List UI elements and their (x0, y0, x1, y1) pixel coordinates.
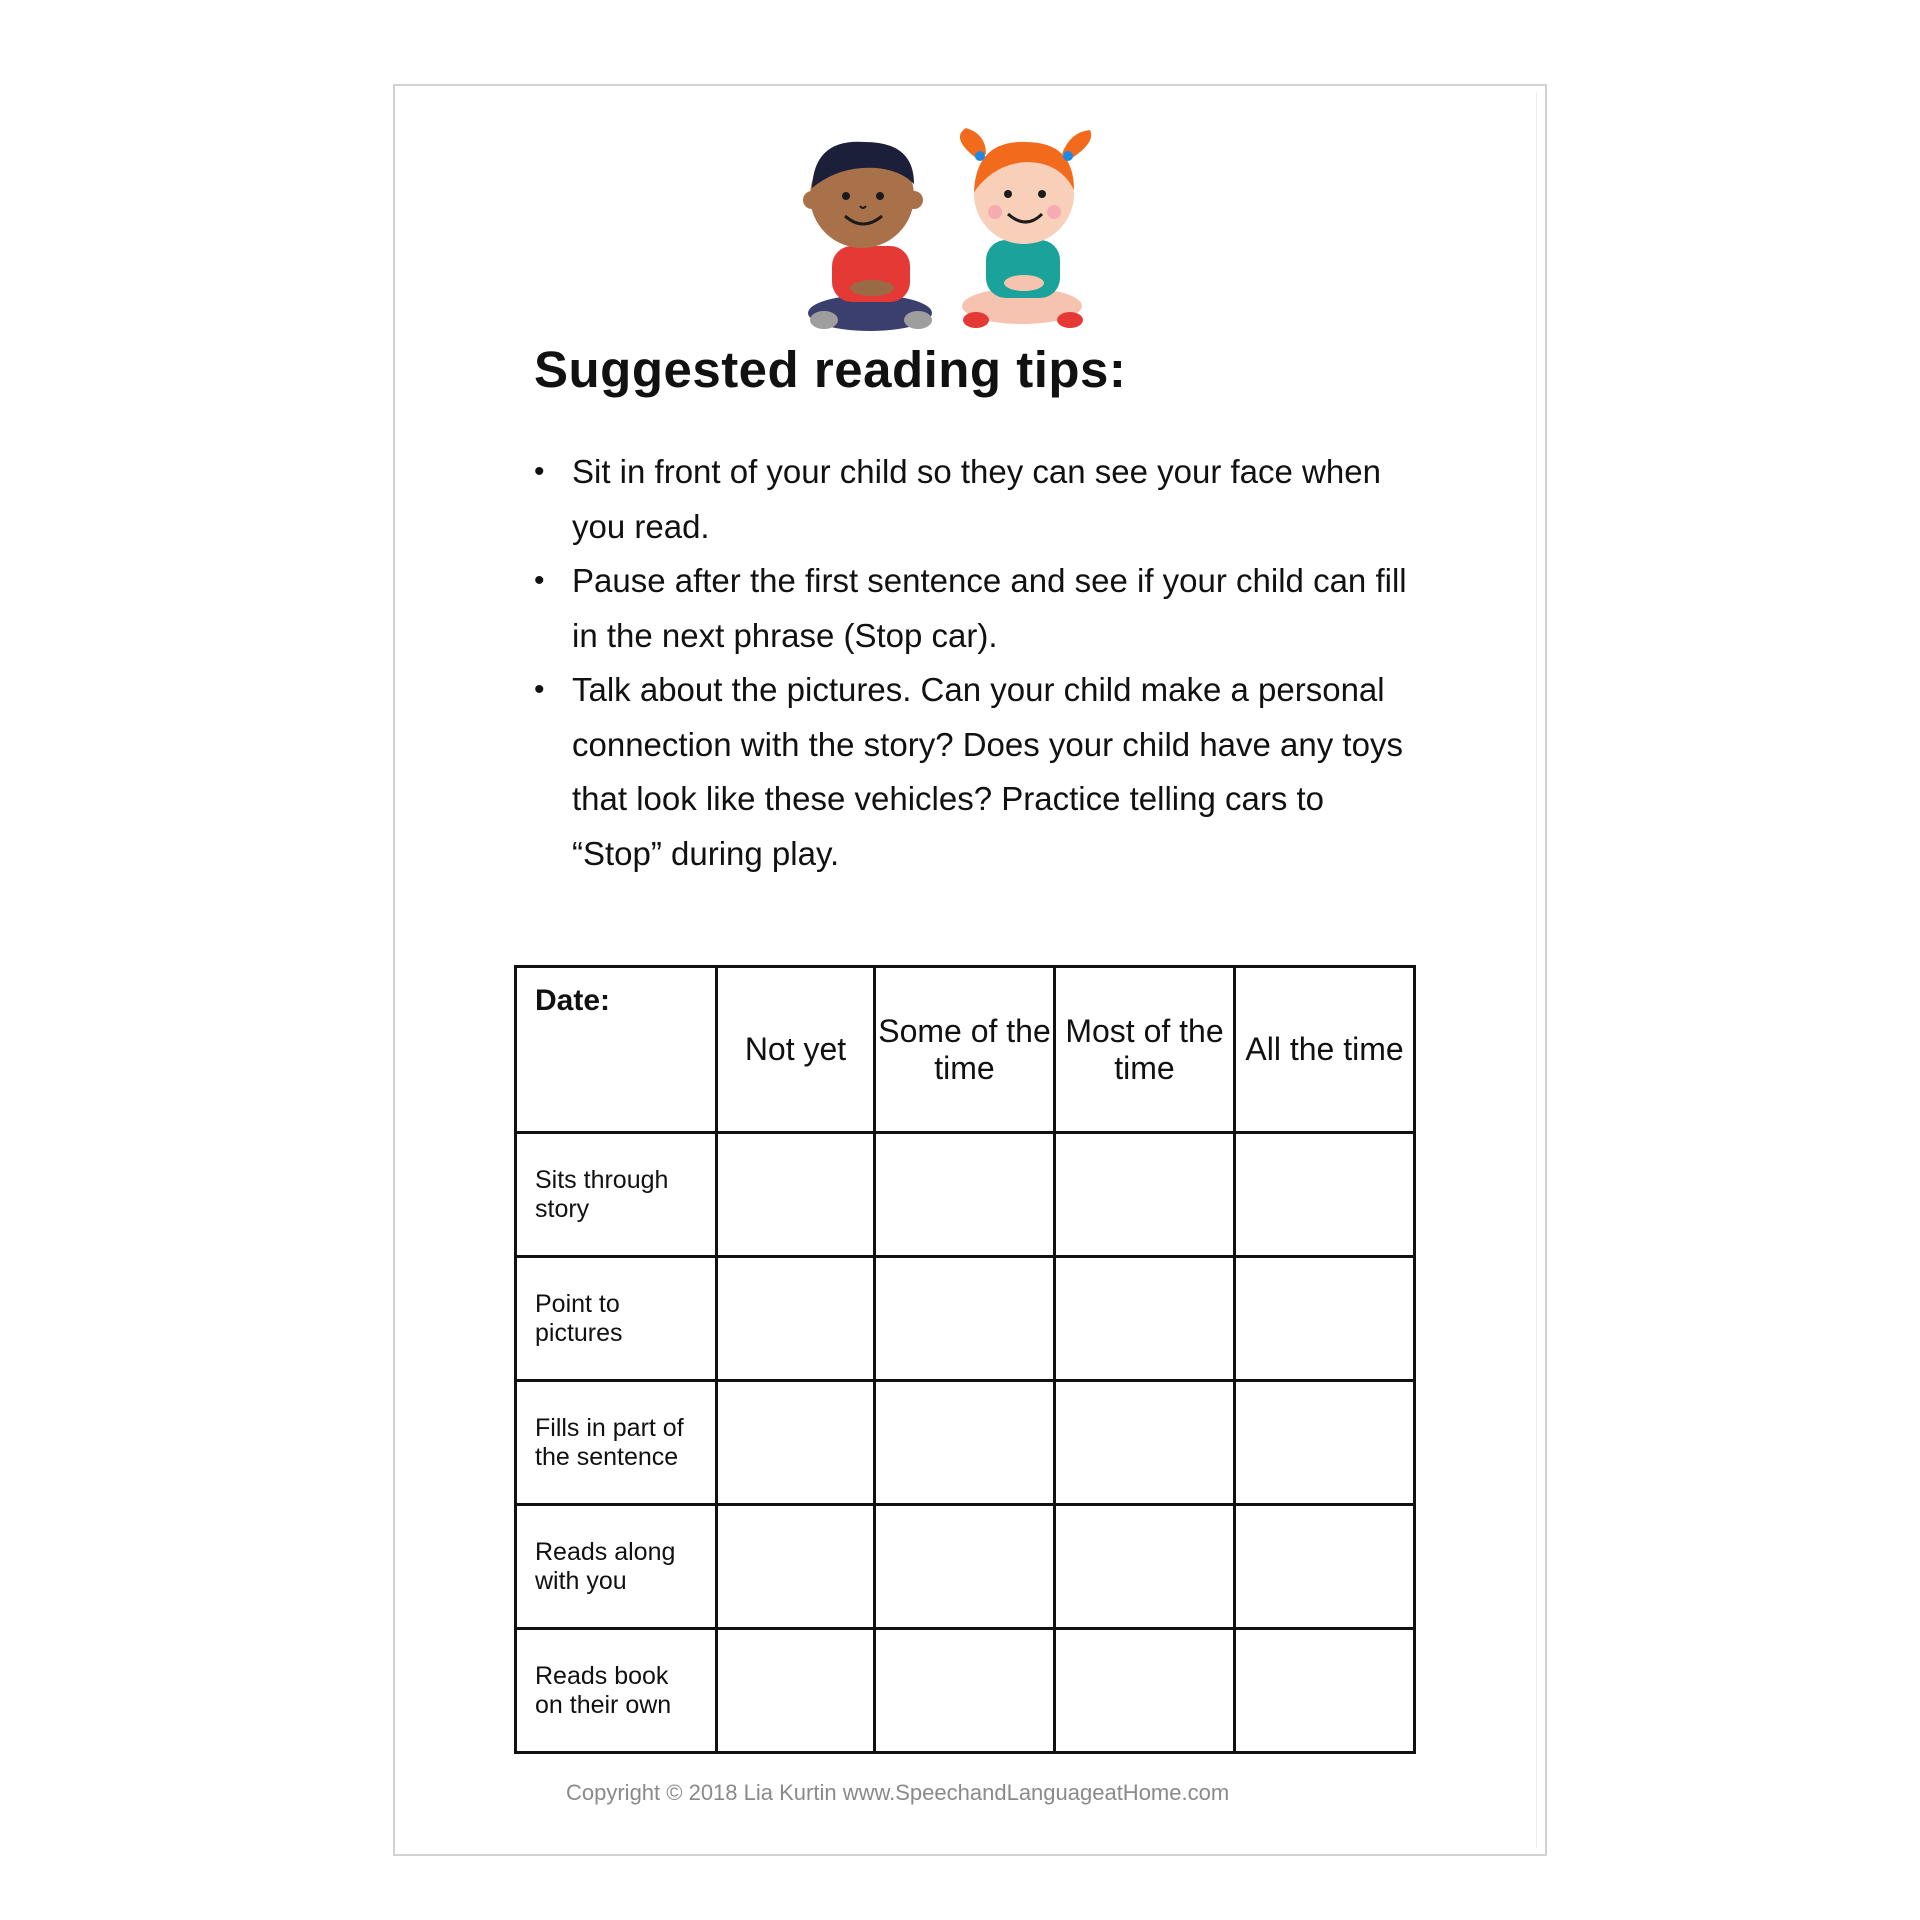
table-row (516, 1629, 1415, 1753)
tip-text: Pause after the first sentence and see if your child can fill in the next phrase (Stop car). (572, 562, 1407, 654)
children-illustration (790, 128, 1100, 338)
tip-text: Talk about the pictures. Can your child make a personal connection with the story? Does your child have any toys that look like these vehicles? Practice telling cars to “Stop” during play. (572, 671, 1403, 872)
table-cell (717, 1381, 875, 1505)
table-cell (875, 1133, 1055, 1257)
table-cell (717, 1505, 875, 1629)
column-header-all-the-time: All the time (1235, 967, 1415, 1133)
table-cell (1235, 1257, 1415, 1381)
table-cell (875, 1629, 1055, 1753)
tip-text: Sit in front of your child so they can see your face when you read. (572, 453, 1381, 545)
table-cell (875, 1381, 1055, 1505)
copyright-footer: Copyright © 2018 Lia Kurtin www.SpeechandLanguageatHome.com (566, 1780, 1230, 1805)
girl-figure (960, 128, 1091, 328)
bullet-icon: • (534, 455, 545, 488)
bullet-icon: • (534, 673, 545, 706)
table-cell (1055, 1133, 1235, 1257)
row-label: Fills in part of the sentence (516, 1381, 717, 1505)
progress-table (514, 965, 1416, 1754)
table-header-row (516, 967, 1415, 1133)
table-cell (717, 1133, 875, 1257)
page-edge (1536, 92, 1537, 1848)
table-cell (1055, 1629, 1235, 1753)
tips-list (530, 445, 1420, 881)
bullet-icon: • (534, 564, 545, 597)
table-cell (717, 1629, 875, 1753)
table-row (516, 1257, 1415, 1381)
table-cell (875, 1257, 1055, 1381)
date-header: Date: (516, 967, 717, 1133)
tip-item (530, 663, 1420, 881)
tip-item (530, 554, 1420, 663)
table-cell (1055, 1257, 1235, 1381)
row-label: Sits through story (516, 1133, 717, 1257)
table-cell (1235, 1381, 1415, 1505)
table-cell (1235, 1505, 1415, 1629)
table-row (516, 1133, 1415, 1257)
table-row (516, 1505, 1415, 1629)
table-cell (717, 1257, 875, 1381)
column-header-not-yet: Not yet (717, 967, 875, 1133)
table-cell (1235, 1629, 1415, 1753)
table-cell (1055, 1505, 1235, 1629)
page-title: Suggested reading tips: (534, 341, 1127, 398)
column-header-some-of-the-time: Some of the time (875, 967, 1055, 1133)
row-label: Reads along with you (516, 1505, 717, 1629)
table-row (516, 1381, 1415, 1505)
table-cell (1235, 1133, 1415, 1257)
boy-figure (803, 142, 932, 331)
column-header-most-of-the-time: Most of the time (1055, 967, 1235, 1133)
table-cell (875, 1505, 1055, 1629)
tip-item (530, 445, 1420, 554)
row-label: Point to pictures (516, 1257, 717, 1381)
row-label: Reads book on their own (516, 1629, 717, 1753)
table-cell (1055, 1381, 1235, 1505)
